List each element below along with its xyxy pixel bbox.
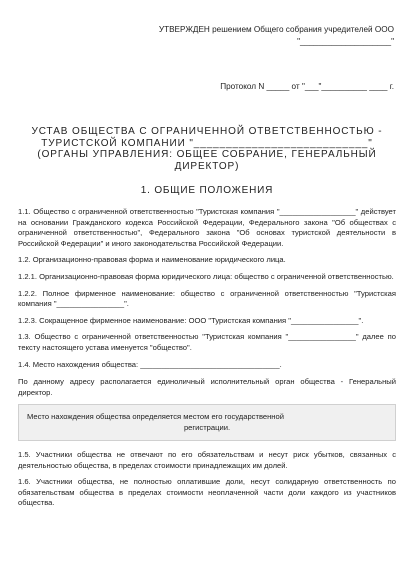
title-line-2: ТУРИСТСКОЙ КОМПАНИИ "___________________________"	[41, 137, 373, 149]
title-line-4: ДИРЕКТОР)	[174, 160, 240, 172]
document-body	[18, 207, 396, 515]
approval-line: УТВЕРЖДЕН решением Общего собрания учредителей ООО	[158, 25, 394, 34]
paragraph-1-5: 1.5. Участники общества не отвечают по его обязательствам и несут риск убытков, связанных с деятельностью общества, в пределах стоимости принадлежащих им долей.	[18, 449, 396, 470]
paragraph-1-2-1: 1.2.1. Организационно-правовая форма юридического лица: общество с ограниченной ответственностью.	[18, 271, 394, 281]
company-name-blank: "____________________"	[297, 37, 394, 46]
paragraph-1-3: 1.3. Общество с ограниченной ответственностью "Туристская компания "________________" далее по тексту настоящего устава именуется "общество".	[18, 332, 396, 352]
paragraph-1-2-3: 1.2.3. Сокращенное фирменное наименование: ООО "Туристская компания "________________".	[18, 315, 364, 325]
title-line-1: УСТАВ ОБЩЕСТВА С ОГРАНИЧЕННОЙ ОТВЕТСТВЕННОСТЬЮ -	[31, 126, 383, 137]
paragraph-1-4: 1.4. Место нахождения общества: _________________________________.	[18, 359, 282, 369]
paragraph-1-2-2: 1.2.2. Полное фирменное наименование: общество с ограниченной ответственностью "Туристская компания "________________".	[18, 288, 396, 309]
section-heading: 1. ОБЩИЕ ПОЛОЖЕНИЯ	[140, 185, 274, 196]
paragraph-1-2: 1.2. Организационно-правовая форма и наименование юридического лица.	[18, 255, 286, 265]
note-line-2: регистрации.	[183, 423, 231, 433]
note-box	[18, 404, 396, 441]
paragraph-1-6: 1.6. Участники общества, не полностью оплатившие доли, несут солидарную ответственность по обязательствам общества в пределах стоимости неоплаченной части доли каждого из участников общества.	[18, 477, 396, 508]
approval-stamp	[94, 24, 394, 48]
note-line-1: Место нахождения общества определяется местом его государственной	[27, 412, 284, 422]
document-title	[26, 126, 388, 172]
title-line-3: (ОРГАНЫ УПРАВЛЕНИЯ: ОБЩЕЕ СОБРАНИЕ, ГЕНЕРАЛЬНЫЙ	[37, 149, 377, 160]
paragraph-director: По данному адресу располагается единоличный исполнительный орган общества - Генеральный директор.	[18, 377, 396, 397]
paragraph-1-1: 1.1. Общество с ограниченной ответственностью "Туристская компания "__________________" действует на основании Гражданского кодекса Российской Федерации, Федерального закона "Об обществах с ограниченной ответственностью", Федерального закона "Об основах туристской деятельности в Российской Федерации" и иного законодательства Российской Федерации.	[18, 207, 396, 248]
protocol-line: Протокол N _____ от "___"__________ ____ г.	[220, 82, 394, 91]
